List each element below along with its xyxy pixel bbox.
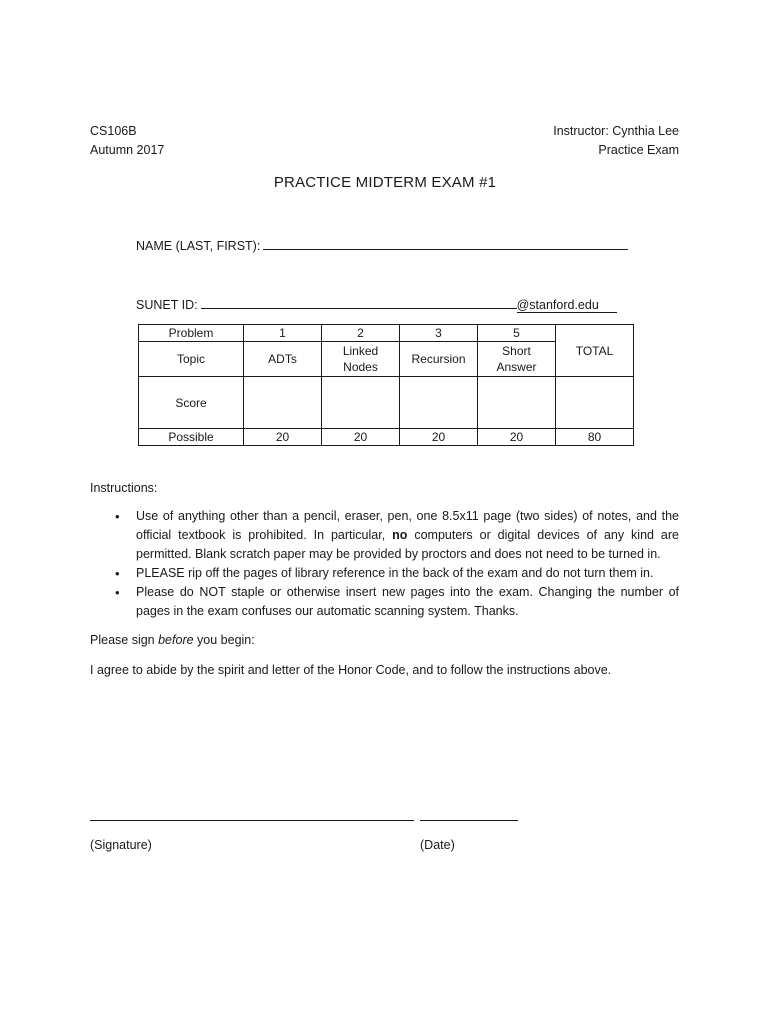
problem-topic: Recursion: [400, 342, 478, 377]
name-label: NAME (LAST, FIRST):: [136, 239, 261, 253]
sunet-label: SUNET ID:: [136, 298, 198, 312]
instruction-bold: no: [392, 528, 408, 542]
problem-number: 2: [322, 325, 400, 342]
score-cell[interactable]: [400, 377, 478, 429]
total-score-cell[interactable]: [556, 377, 634, 429]
row-label-problem: Problem: [139, 325, 244, 342]
signature-label: (Signature): [90, 838, 152, 852]
table-row-score: [139, 377, 634, 429]
sunet-blank[interactable]: [201, 296, 517, 309]
score-table: [138, 324, 634, 446]
row-label-topic: Topic: [139, 342, 244, 377]
table-row-possible: [139, 429, 634, 446]
list-item: • Please do NOT staple or otherwise insert new pages into the exam. Changing the number of pages in the exam confuses our automatic scanning system. Thanks.: [136, 583, 679, 621]
sunet-suffix: @stanford.edu: [517, 298, 617, 313]
honor-code-agreement: I agree to abide by the spirit and letter of the Honor Code, and to follow the instructions above.: [90, 663, 612, 677]
list-item: [136, 507, 679, 564]
course-term: Autumn 2017: [90, 143, 165, 157]
name-field-row: [136, 237, 628, 255]
row-label-possible: Possible: [139, 429, 244, 446]
sign-prompt-emphasis: before: [158, 633, 194, 647]
sign-prompt-text: you begin:: [193, 633, 255, 647]
score-cell[interactable]: [478, 377, 556, 429]
instruction-text: Use of anything other than a pencil, eraser, pen, one 8.5x11 page (two sides) of notes, and the official textbook is prohibited. In particular,: [136, 509, 679, 542]
total-header: TOTAL: [556, 325, 634, 377]
problem-topic: ADTs: [244, 342, 322, 377]
problem-topic-cell: [322, 342, 400, 377]
signature-blank[interactable]: [90, 808, 414, 821]
instructions-heading: Instructions:: [90, 481, 158, 495]
date-label: (Date): [420, 838, 455, 852]
sign-prompt: [90, 631, 255, 649]
total-possible: 80: [556, 429, 634, 446]
instructor-name: Instructor: Cynthia Lee: [553, 124, 679, 138]
exam-type: Practice Exam: [598, 143, 679, 157]
problem-topic: Short Answer: [496, 344, 537, 374]
list-item: • PLEASE rip off the pages of library reference in the back of the exam and do not turn them in.: [136, 564, 679, 583]
instruction-text: computers or digital devices of any kind are permitted. Blank scratch paper may be provided by proctors and does not need to be turned in.: [136, 528, 679, 561]
possible-points: 20: [478, 429, 556, 446]
possible-points: 20: [322, 429, 400, 446]
instructions-list: [90, 507, 679, 621]
score-cell[interactable]: [244, 377, 322, 429]
sunet-field-row: [136, 296, 617, 314]
possible-points: 20: [244, 429, 322, 446]
date-blank[interactable]: [420, 808, 518, 821]
score-cell[interactable]: [322, 377, 400, 429]
name-blank[interactable]: [263, 237, 628, 250]
exam-title: PRACTICE MIDTERM EXAM #1: [273, 174, 497, 191]
problem-number: 1: [244, 325, 322, 342]
header-left: [90, 122, 164, 160]
header-right: [553, 122, 679, 160]
sign-prompt-text: Please sign: [90, 633, 159, 647]
problem-number: 3: [400, 325, 478, 342]
possible-points: 20: [400, 429, 478, 446]
problem-topic: Linked Nodes: [342, 344, 379, 374]
problem-number: 5: [478, 325, 556, 342]
row-label-score: Score: [139, 377, 244, 429]
problem-topic-cell: [478, 342, 556, 377]
course-code: CS106B: [90, 124, 137, 138]
table-row-problem: [139, 325, 634, 342]
